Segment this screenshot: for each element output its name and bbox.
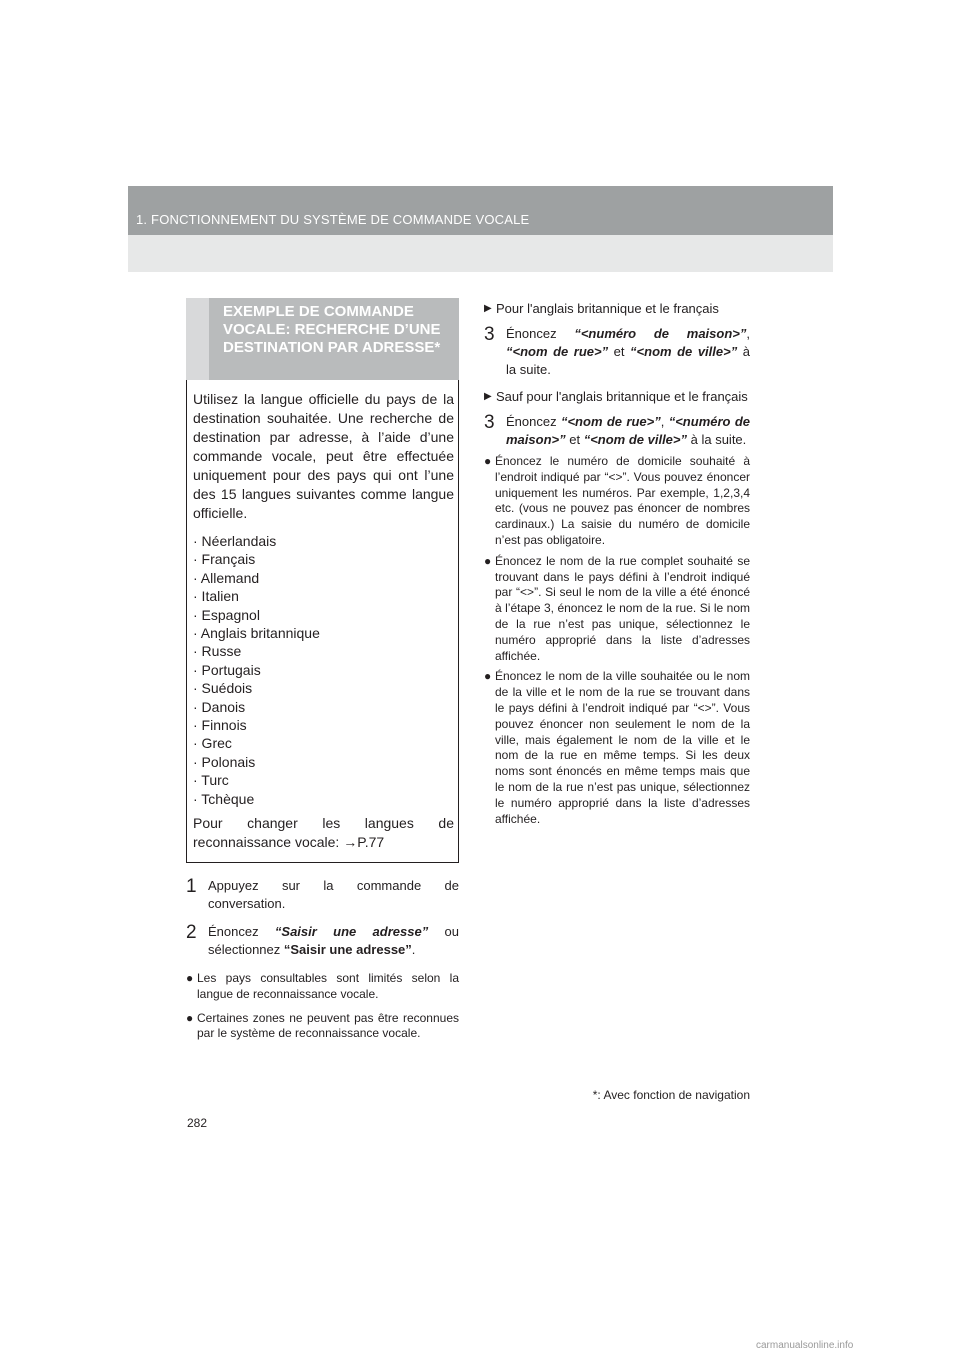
language-item: · Français bbox=[193, 551, 256, 568]
note-bullet: ● Énoncez le numéro de domicile souhaité à l’endroit indiqué par “<>”. Vous pouvez énoncer uniquement les numéros. Par exemple, 1,2,3,4 etc. (vous ne pouvez pas énoncer de nombres cardinaux.) La saisie du numéro de domicile n’est pas obligatoire. bbox=[484, 454, 750, 547]
page-number: 282 bbox=[187, 1116, 208, 1130]
info-box bbox=[186, 380, 459, 863]
language-item: · Anglais britannique bbox=[193, 625, 320, 642]
language-item: · Allemand bbox=[193, 569, 260, 586]
watermark-link[interactable]: carmanualsonline.info bbox=[756, 1340, 854, 1351]
change-language-link[interactable]: Pour changer les langues de reconnaissance vocale: →P.77 bbox=[193, 815, 454, 851]
language-item: · Danois bbox=[193, 698, 246, 715]
language-item: · Espagnol bbox=[193, 606, 260, 623]
step-2 bbox=[186, 923, 459, 959]
box-title-bar bbox=[186, 298, 459, 380]
triangle-icon: ▶ bbox=[484, 391, 492, 402]
language-item: · Turc bbox=[193, 772, 229, 789]
language-item: · Finnois bbox=[193, 717, 247, 734]
step-number: 3 bbox=[484, 324, 495, 345]
language-list bbox=[193, 532, 454, 808]
bullet-icon: ● bbox=[484, 669, 492, 684]
step-text: Énoncez “Saisir une adresse” ou sélectionnez “Saisir une adresse”. bbox=[208, 924, 459, 958]
bullet-icon: ● bbox=[186, 971, 194, 986]
step-3-first bbox=[484, 325, 750, 379]
note-bullet: ● Énoncez le nom de la ville souhaitée ou le nom de la ville et le nom de la rue se trouvant dans le pays défini à l’endroit indiqué par “<>”. Vous pouvez énoncer non seulement le nom de la ville, mais également le nom de la ville et le nom de la rue en même temps. Si les deux noms sont énoncés en même temps mais que le nom de la rue n’est pas unique, sélectionnez le numéro approprié dans la liste d’adresses affichée. bbox=[484, 669, 750, 826]
info-intro: Utilisez la langue officielle du pays de la destination souhaitée. Une recherche de destination par adresse, à l’aide d’une commande vocale, peut être effectuée uniquement pour des pays qui ont l’une des 15 langues suivantes comme langue officielle. bbox=[193, 391, 454, 521]
footnote: *: Avec fonction de navigation bbox=[592, 1088, 750, 1102]
bullet-icon: ● bbox=[186, 1010, 194, 1025]
language-item: · Russe bbox=[193, 643, 242, 660]
language-item: · Suédois bbox=[193, 680, 253, 697]
step-3-second bbox=[484, 413, 750, 449]
note-bullet: ● Énoncez le nom de la rue complet souhaité se trouvant dans le pays défini à l’endroit indiqué par “<>”. Si seul le nom de la ville a été énoncé à l’étape 3, énoncez le nom de la rue. Si le nom de la rue n’est pas unique, sélectionnez le numéro approprié dans la liste d’adresses affichée. bbox=[484, 553, 750, 663]
chapter-header bbox=[128, 186, 833, 272]
bullet-icon: ● bbox=[484, 454, 492, 468]
language-item: · Italien bbox=[193, 588, 239, 605]
condition-heading: ▶ Pour l'anglais britannique et le français bbox=[484, 301, 719, 316]
bullet-icon: ● bbox=[484, 553, 492, 568]
language-item: · Polonais bbox=[193, 753, 256, 770]
step-1 bbox=[186, 877, 459, 913]
left-column bbox=[186, 298, 459, 1042]
step-text: Énoncez “<nom de rue>”, “<numéro de maison>” et “<nom de ville>” à la suite. bbox=[506, 414, 751, 447]
step-number: 3 bbox=[484, 412, 495, 433]
step-text: Appuyez sur la commande de conversation. bbox=[208, 878, 459, 912]
triangle-icon: ▶ bbox=[484, 303, 492, 314]
step-text: Énoncez “<numéro de maison>”, “<nom de rue>” et “<nom de ville>” à la suite. bbox=[506, 326, 751, 377]
right-column bbox=[484, 297, 750, 827]
language-item: · Portugais bbox=[193, 661, 261, 678]
condition-heading: ▶ Sauf pour l'anglais britannique et le français bbox=[484, 389, 748, 404]
box-title: EXEMPLE DE COMMANDE VOCALE: RECHERCHE D’UNE DESTINATION PAR ADRESSE* bbox=[223, 303, 441, 356]
language-item: · Néerlandais bbox=[193, 533, 277, 549]
note-bullet: ● Certaines zones ne peuvent pas être reconnues par le système de reconnaissance vocale. bbox=[186, 1010, 459, 1041]
language-item: · Grec bbox=[193, 735, 232, 752]
chapter-title: 1. FONCTIONNEMENT DU SYSTÈME DE COMMANDE VOCALE bbox=[136, 212, 530, 227]
step-number: 2 bbox=[186, 922, 197, 944]
language-item: · Tchèque bbox=[193, 790, 255, 807]
step-number: 1 bbox=[186, 876, 197, 898]
note-bullet: ● Les pays consultables sont limités selon la langue de reconnaissance vocale. bbox=[186, 971, 459, 1001]
header-strip bbox=[128, 186, 833, 235]
title-accent bbox=[186, 298, 209, 380]
